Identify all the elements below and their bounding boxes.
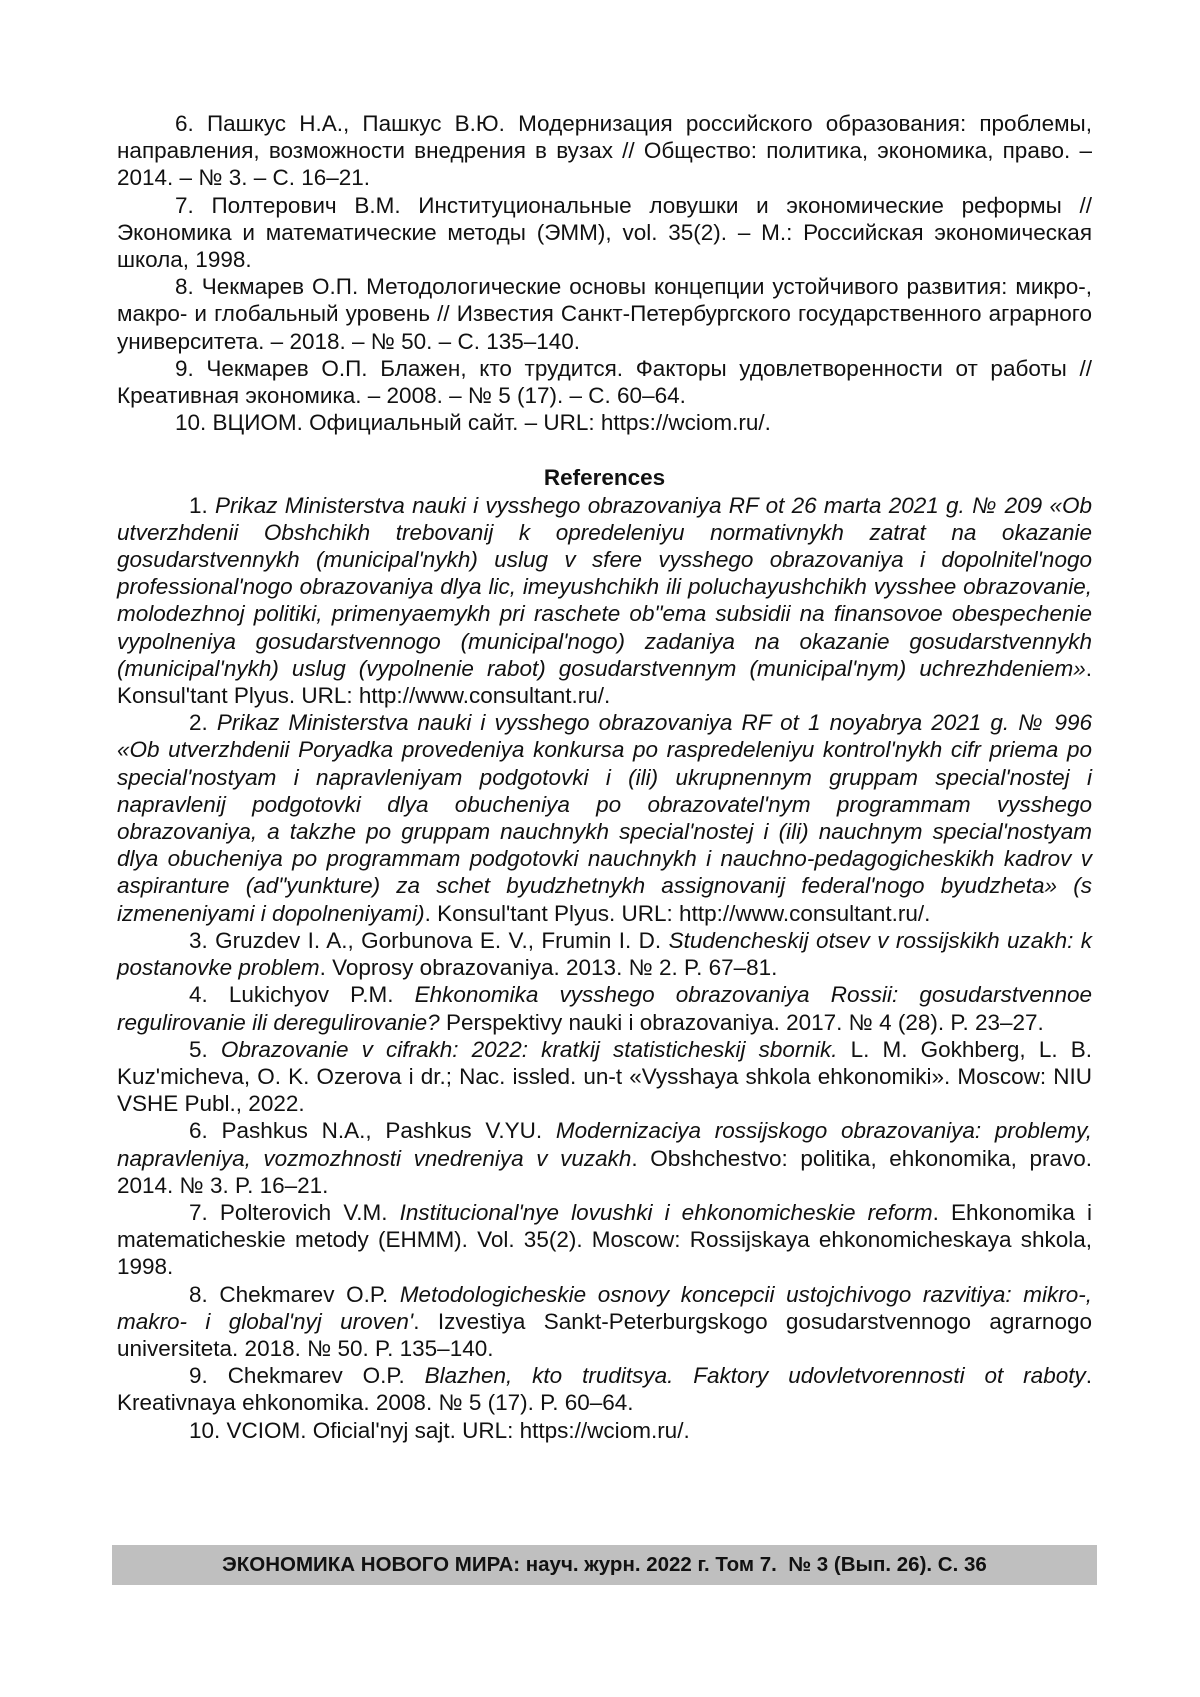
reference-title: Prikaz Ministerstva nauki i vysshego obrazovaniya RF ot 26 marta 2021 g. № 209 «Ob utverzhdenii Obshchikh trebovanij k opredeleniyu normativnykh zatrat na okazanie gosudarstvennykh (municipal'nykh) uslug v sfere vysshego obrazovaniya i dopolnitel'nogo professional'nogo obrazovaniya dlya lic, imeyushchikh ili poluchayushchikh vysshee obrazovanie, molodezhnoj politiki, primenyaemykh pri raschete ob"ema subsidii na finansovoe obespechenie vypolneniya gosudarstvennogo (municipal'nogo) zadaniya na okazanie gosudarstvennykh (municipal'nykh) uslug (vypolnenie rabot) gosudarstvennym (municipal'nym) uchrezhdeniem» bbox=[117, 492, 1092, 681]
reference-entry bbox=[117, 981, 1092, 1035]
reference-title: Modernizaciya rossijskogo obrazovaniya: problemy, napravleniya, vozmozhnosti vnedreniya v vuzakh bbox=[117, 1118, 1092, 1171]
reference-number: 8. bbox=[189, 1281, 208, 1307]
reference-number: 6. bbox=[175, 111, 194, 136]
reference-text: Чекмарев О.П. Блажен, кто трудится. Факторы удовлетворенности от работы // Креативная экономика. – 2008. – № 5 (17). – С. 60–64. bbox=[117, 355, 1092, 409]
reference-number: 10. bbox=[189, 1417, 221, 1443]
reference-number: 6. bbox=[189, 1118, 208, 1144]
reference-source: . Izvestiya Sankt-Peterburgskogo gosudarstvennogo agrarnogo universiteta. 2018. № 50. P. 135–140. bbox=[117, 1308, 1092, 1361]
reference-entry bbox=[117, 1199, 1092, 1281]
reference-entry bbox=[117, 1362, 1092, 1416]
reference-number: 7. bbox=[175, 192, 194, 218]
reference-number: 5. bbox=[189, 1036, 208, 1062]
reference-number: 7. bbox=[189, 1199, 208, 1225]
reference-title: Institucional'nye lovushki i ehkonomicheskie reform bbox=[399, 1199, 933, 1225]
reference-entry bbox=[117, 709, 1092, 927]
journal-footer-text: ЭКОНОМИКА НОВОГО МИРА: науч. журн. 2022 г. Том 7. № 3 (Вып. 26). С. 36 bbox=[222, 1553, 987, 1576]
reference-text: Полтерович В.М. Институциональные ловушки и экономические реформы // Экономика и математические методы (ЭММ), vol. 35(2). – М.: Российская экономическая школа, 1998. bbox=[117, 192, 1092, 273]
reference-title: Ehkonomika vysshego obrazovaniya Rossii: gosudarstvennoe regulirovanie ili deregulirovanie? bbox=[117, 982, 1092, 1035]
russian-reference-list bbox=[117, 110, 1092, 436]
page-content bbox=[117, 110, 1092, 1444]
reference-text: ВЦИОМ. Официальный сайт. – URL: https://wciom.ru/. bbox=[212, 410, 771, 436]
reference-number: 10. bbox=[175, 410, 207, 436]
english-reference-list bbox=[117, 492, 1092, 1444]
reference-entry bbox=[117, 1036, 1092, 1118]
reference-number: 3. bbox=[189, 927, 208, 953]
reference-number: 9. bbox=[175, 355, 194, 381]
reference-source: . Voprosy obrazovaniya. 2013. № 2. P. 67–81. bbox=[319, 955, 778, 981]
reference-entry bbox=[117, 1281, 1092, 1363]
reference-title: Prikaz Ministerstva nauki i vysshego obrazovaniya RF ot 1 noyabrya 2021 g. № 996 «Ob utverzhdenii Poryadka provedeniya konkursa po raspredeleniyu kontrol'nykh cifr priema po special'nostyam i napravleniyam podgotovki i (ili) ukrupnennym gruppam special'nostej i napravlenij podgotovki dlya obucheniya po obrazovatel'nym programmam vysshego obrazovaniya, a takzhe po gruppam nauchnykh special'nostej i (ili) nauchnym special'nostyam dlya obucheniya po programmam podgotovki nauchnykh i nauchno-pedagogicheskikh kadrov v aspiranture (ad"yunkture) za schet byudzhetnykh assignovanij federal'nogo byudzheta» (s izmeneniyami i dopolneniyami) bbox=[117, 710, 1092, 926]
reference-authors: Chekmarev O.P. bbox=[227, 1363, 425, 1389]
reference-source: . Ehkonomika i matematicheskie metody (EHMM). Vol. 35(2). Moscow: Rossijskaya ehkonomicheskaya shkola, 1998. bbox=[117, 1199, 1092, 1280]
reference-number: 4. bbox=[189, 982, 208, 1008]
reference-number: 8. bbox=[175, 274, 194, 300]
reference-authors: Lukichyov P.M. bbox=[228, 982, 415, 1008]
reference-title: Obrazovanie v cifrakh: 2022: kratkij statisticheskij sbornik. bbox=[220, 1036, 838, 1062]
reference-title: Studencheskij otsev v rossijskikh uzakh: k postanovke problem bbox=[117, 927, 1092, 981]
reference-source: L. M. Gokhberg, L. B. Kuz'micheva, O. K. Ozerova i dr.; Nac. issled. un-t «Vysshaya shkola ehkonomiki». Moscow: NIU VSHE Publ., 2022. bbox=[117, 1036, 1092, 1117]
reference-entry bbox=[117, 192, 1092, 274]
reference-source: . Konsul'tant Plyus. URL: http://www.consultant.ru/. bbox=[117, 655, 1092, 709]
reference-source: . Obshchestvo: politika, ehkonomika, pravo. 2014. № 3. P. 16–21. bbox=[117, 1145, 1092, 1198]
reference-text: Чекмарев О.П. Методологические основы концепции устойчивого развития: микро-, макро- и глобальный уровень // Известия Санкт-Петербургского государственного аграрного университета. – 2018. – № 50. – С. 135–140. bbox=[117, 274, 1092, 354]
reference-entry bbox=[117, 110, 1092, 192]
journal-footer bbox=[112, 1545, 1097, 1585]
reference-number: 9. bbox=[189, 1363, 208, 1389]
reference-entry bbox=[117, 273, 1092, 355]
reference-text: Пашкус Н.А., Пашкус В.Ю. Модернизация российского образования: проблемы, направления, возможности внедрения в вузах // Общество: политика, экономика, право. – 2014. – № 3. – С. 16–21. bbox=[117, 111, 1092, 191]
reference-source: . Konsul'tant Plyus. URL: http://www.consultant.ru/. bbox=[424, 900, 931, 926]
reference-number: 2. bbox=[189, 710, 208, 736]
reference-entry bbox=[117, 927, 1092, 981]
reference-title: Metodologicheskie osnovy koncepcii ustojchivogo razvitiya: mikro-, makro- i global'nyj uroven' bbox=[117, 1281, 1092, 1334]
reference-entry bbox=[117, 1117, 1092, 1199]
reference-entry bbox=[117, 409, 1092, 436]
reference-entry bbox=[117, 1417, 1092, 1444]
reference-authors: Chekmarev O.P. bbox=[219, 1281, 400, 1307]
reference-authors: VCIOM. Oficial'nyj sajt. URL: https://wciom.ru/. bbox=[226, 1417, 690, 1443]
reference-title: Blazhen, kto truditsya. Faktory udovletvorennosti ot raboty bbox=[424, 1363, 1086, 1389]
reference-authors: Pashkus N.A., Pashkus V.YU. bbox=[221, 1118, 556, 1144]
references-heading: References bbox=[543, 465, 666, 491]
reference-number: 1. bbox=[189, 492, 208, 518]
reference-authors: Polterovich V.M. bbox=[219, 1199, 400, 1225]
reference-entry bbox=[117, 355, 1092, 409]
reference-entry bbox=[117, 492, 1092, 710]
reference-authors: Gruzdev I. A., Gorbunova E. V., Frumin I. D. bbox=[215, 927, 669, 953]
reference-source: Perspektivy nauki i obrazovaniya. 2017. № 4 (28). P. 23–27. bbox=[439, 1009, 1044, 1035]
reference-source: . Kreativnaya ehkonomika. 2008. № 5 (17). P. 60–64. bbox=[117, 1363, 1092, 1416]
